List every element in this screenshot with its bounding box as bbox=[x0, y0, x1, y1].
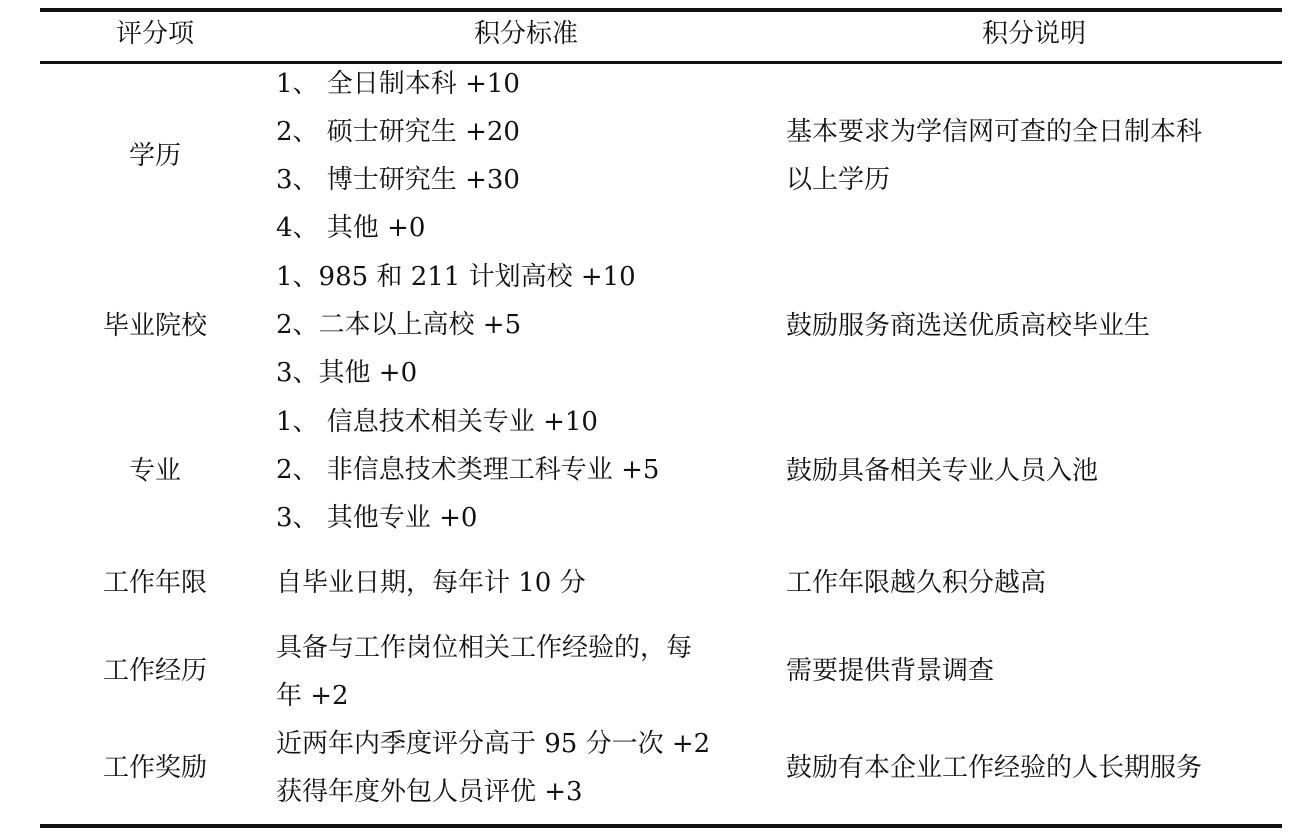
standard-line: 3、其他 +0 bbox=[276, 358, 418, 388]
standard-line: 1、 信息技术相关专业 +10 bbox=[276, 407, 598, 437]
row-standard bbox=[276, 60, 520, 252]
explanation-line: 鼓励具备相关专业人员入池 bbox=[786, 456, 1099, 486]
row-standard bbox=[276, 624, 692, 720]
row-explanation bbox=[786, 567, 1046, 599]
explanation-line: 工作年限越久积分越高 bbox=[786, 568, 1047, 598]
table-bottom-rule bbox=[40, 824, 1282, 828]
row-item: 专业 bbox=[128, 456, 181, 486]
row-standard bbox=[276, 253, 636, 397]
row-item: 工作奖励 bbox=[102, 753, 207, 783]
row-explanation bbox=[786, 108, 1202, 204]
row-explanation bbox=[786, 655, 994, 687]
standard-line: 3、 其他专业 +0 bbox=[276, 503, 478, 533]
explanation-line: 以上学历 bbox=[786, 165, 891, 195]
row-standard bbox=[276, 720, 710, 816]
row-explanation bbox=[786, 752, 1202, 784]
standard-line: 1、 全日制本科 +10 bbox=[276, 69, 520, 99]
standard-line: 近两年内季度评分高于 95 分一次 +2 bbox=[276, 729, 711, 759]
standard-line: 获得年度外包人员评优 +3 bbox=[276, 777, 583, 807]
standard-line: 2、 硕士研究生 +20 bbox=[276, 117, 520, 147]
row-item: 毕业院校 bbox=[102, 311, 207, 341]
row-standard bbox=[276, 398, 659, 542]
table-header-rule bbox=[40, 61, 1282, 64]
header-item: 评分项 bbox=[115, 19, 194, 49]
standard-line: 具备与工作岗位相关工作经验的，每 bbox=[276, 633, 693, 663]
explanation-line: 鼓励有本企业工作经验的人长期服务 bbox=[786, 753, 1203, 783]
standard-line: 1、985 和 211 计划高校 +10 bbox=[276, 262, 636, 292]
row-explanation bbox=[786, 310, 1150, 342]
standard-line: 自毕业日期，每年计 10 分 bbox=[276, 568, 586, 598]
row-item: 学历 bbox=[128, 141, 181, 171]
standard-line: 2、二本以上高校 +5 bbox=[276, 310, 522, 340]
explanation-line: 鼓励服务商选送优质高校毕业生 bbox=[786, 311, 1151, 341]
row-item: 工作年限 bbox=[102, 568, 207, 598]
row-explanation bbox=[786, 455, 1098, 487]
standard-line: 年 +2 bbox=[276, 681, 349, 711]
table-top-rule bbox=[40, 8, 1282, 12]
standard-line: 4、 其他 +0 bbox=[276, 213, 426, 243]
standard-line: 3、 博士研究生 +30 bbox=[276, 165, 520, 195]
explanation-line: 需要提供背景调查 bbox=[786, 656, 995, 686]
row-standard bbox=[276, 567, 586, 599]
standard-line: 2、 非信息技术类理工科专业 +5 bbox=[276, 455, 660, 485]
explanation-line: 基本要求为学信网可查的全日制本科 bbox=[786, 117, 1203, 147]
row-item: 工作经历 bbox=[102, 656, 207, 686]
header-explanation: 积分说明 bbox=[981, 19, 1086, 49]
header-standard: 积分标准 bbox=[473, 19, 578, 49]
